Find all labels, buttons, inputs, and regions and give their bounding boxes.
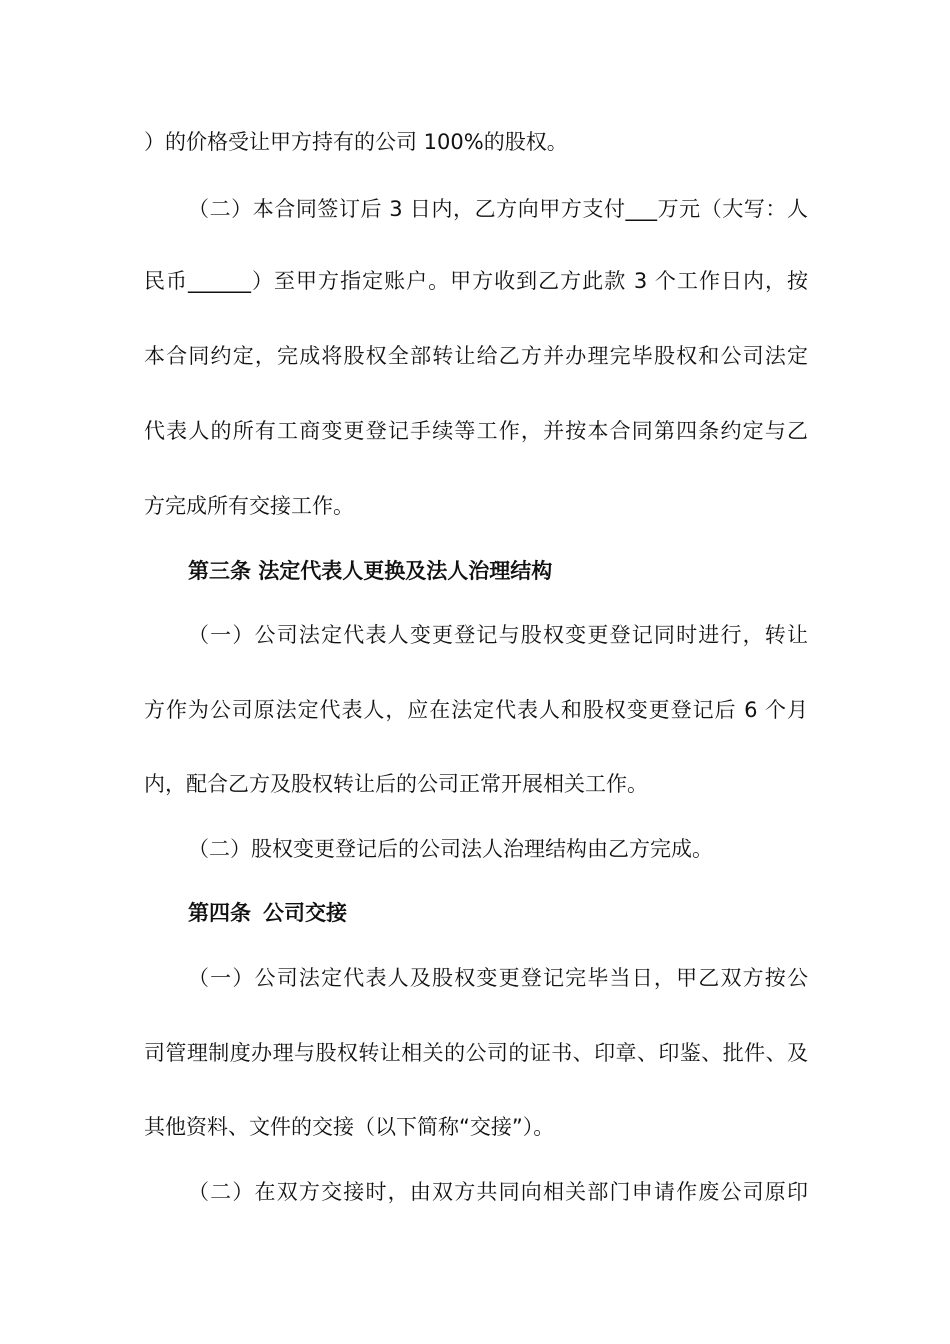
section-heading-title: 公司交接 bbox=[263, 901, 347, 925]
paragraph-line: （二）股权变更登记后的公司法人治理结构由乙方完成。 bbox=[188, 837, 713, 861]
paragraph-line: （一）公司法定代表人及股权变更登记完毕当日，甲乙双方按公 bbox=[188, 966, 808, 990]
paragraph-line: 方作为公司原法定代表人，应在法定代表人和股权变更登记后 6 个月 bbox=[144, 698, 808, 722]
section-heading-number: 第四条 bbox=[188, 901, 251, 925]
section-heading-3: 第三条 法定代表人更换及法人治理结构 bbox=[188, 559, 553, 583]
paragraph-line: 本合同约定，完成将股权全部转让给乙方并办理完毕股权和公司法定 bbox=[144, 344, 808, 368]
paragraph-line: 其他资料、文件的交接（以下简称“交接”）。 bbox=[144, 1115, 555, 1139]
section-heading-4 bbox=[188, 899, 808, 927]
paragraph-line: 代表人的所有工商变更登记手续等工作，并按本合同第四条约定与乙 bbox=[144, 419, 808, 443]
paragraph-line: （二）在双方交接时，由双方共同向相关部门申请作废公司原印 bbox=[188, 1180, 808, 1204]
paragraph-line: 内，配合乙方及股权转让后的公司正常开展相关工作。 bbox=[144, 772, 648, 796]
paragraph-line: （二）本合同签订后 3 日内，乙方向甲方支付___万元（大写：人 bbox=[188, 197, 808, 221]
paragraph-line: 司管理制度办理与股权转让相关的公司的证书、印章、印鉴、批件、及 bbox=[144, 1041, 808, 1065]
paragraph-line: 方完成所有交接工作。 bbox=[144, 494, 354, 518]
paragraph-line: （一）公司法定代表人变更登记与股权变更登记同时进行，转让 bbox=[188, 623, 808, 647]
paragraph-line: ）的价格受让甲方持有的公司 100%的股权。 bbox=[144, 130, 568, 154]
paragraph-line: 民币______）至甲方指定账户。甲方收到乙方此款 3 个工作日内，按 bbox=[144, 269, 808, 293]
